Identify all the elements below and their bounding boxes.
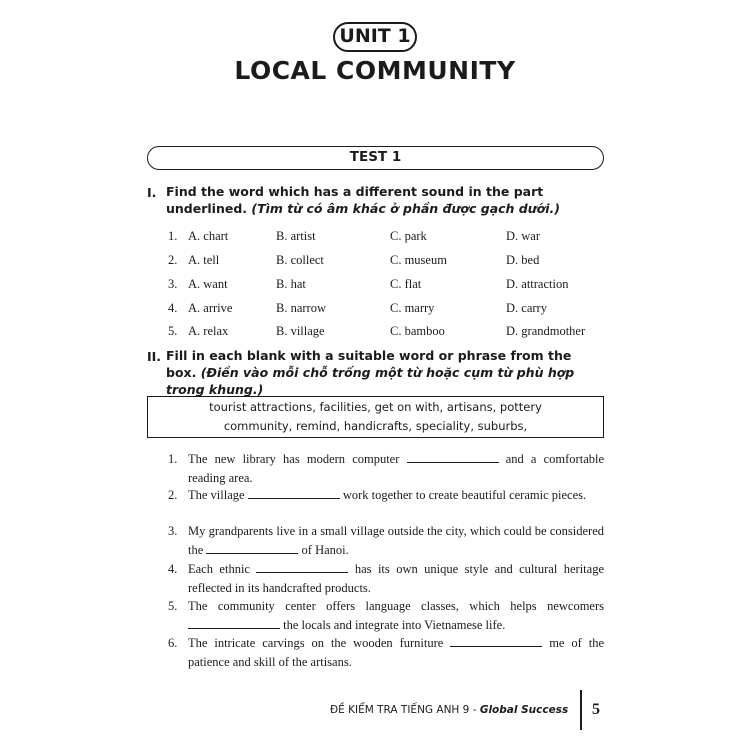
section-1-instruction-en: Find the word which has a different sound in the part underlined. bbox=[166, 184, 544, 216]
question-text: My grandparents live in a small village outside the city, which could be considered the bbox=[188, 524, 604, 557]
question-number: 1. bbox=[168, 452, 178, 466]
option-a: A. chart bbox=[188, 229, 229, 243]
question-text: and a comfortable reading area. bbox=[188, 452, 605, 485]
footer-book-title bbox=[330, 704, 568, 716]
question-item bbox=[168, 450, 604, 487]
section-1-number: I. bbox=[147, 185, 157, 200]
question-text: has its own unique style and cultural heritage reflected in its handcrafted products. bbox=[188, 562, 605, 595]
question-text: of Hanoi. bbox=[301, 542, 349, 557]
answer-blank[interactable] bbox=[248, 487, 340, 499]
answer-blank[interactable] bbox=[407, 451, 499, 463]
answer-blank[interactable] bbox=[256, 561, 348, 573]
item-number: 2. bbox=[168, 253, 178, 267]
item-number: 1. bbox=[168, 229, 178, 243]
section-2-instruction bbox=[166, 347, 606, 398]
section-1-instruction-vi: (Tìm từ có âm khác ở phần được gạch dưới.) bbox=[251, 201, 560, 216]
word-box-line: community, remind, handicrafts, speciality, suburbs, bbox=[223, 419, 528, 433]
option-c: C. museum bbox=[390, 253, 447, 267]
option-a: A. tell bbox=[188, 253, 220, 267]
option-d: D. attraction bbox=[506, 277, 569, 291]
option-c: C. park bbox=[390, 229, 427, 243]
question-text: me of the patience and skill of the artisans. bbox=[188, 636, 604, 669]
question-text: The community center offers language classes, which helps newcomers bbox=[188, 599, 604, 613]
section-2-instruction-vi: (Điền vào mỗi chỗ trống một từ hoặc cụm từ phù hợp trong khung.) bbox=[166, 365, 575, 397]
test-heading: TEST 1 bbox=[147, 146, 604, 170]
footer-divider bbox=[580, 690, 582, 730]
option-b: B. artist bbox=[276, 229, 316, 243]
option-a: A. relax bbox=[188, 324, 229, 338]
answer-blank[interactable] bbox=[206, 542, 298, 554]
option-d: D. grandmother bbox=[506, 324, 586, 338]
item-number: 4. bbox=[168, 301, 178, 315]
question-item bbox=[168, 486, 604, 505]
question-text: The new library has modern computer bbox=[188, 452, 400, 466]
option-d: D. war bbox=[506, 229, 541, 243]
question-number: 5. bbox=[168, 599, 178, 613]
item-number: 3. bbox=[168, 277, 178, 291]
answer-blank[interactable] bbox=[188, 617, 280, 629]
question-item bbox=[168, 522, 604, 559]
option-c: C. marry bbox=[390, 301, 435, 315]
question-item bbox=[168, 634, 604, 671]
page-number: 5 bbox=[592, 701, 600, 718]
footer-title-series: Global Success bbox=[479, 704, 569, 716]
question-text: Each ethnic bbox=[188, 562, 250, 576]
option-b: B. village bbox=[276, 324, 325, 338]
option-a: A. want bbox=[188, 277, 228, 291]
question-number: 4. bbox=[168, 562, 178, 576]
footer-title-text: ĐỀ KIỂM TRA TIẾNG ANH 9 - bbox=[330, 704, 480, 716]
question-number: 3. bbox=[168, 524, 178, 538]
section-2-number: II. bbox=[147, 349, 162, 364]
question-number: 6. bbox=[168, 636, 178, 650]
option-c: C. bamboo bbox=[390, 324, 445, 338]
section-2-instruction-en: Fill in each blank with a suitable word or phrase from the box. bbox=[166, 348, 572, 380]
page-title: LOCAL COMMUNITY bbox=[234, 56, 516, 85]
option-a: A. arrive bbox=[188, 301, 233, 315]
question-item bbox=[168, 597, 604, 634]
word-box bbox=[147, 396, 604, 438]
word-box-line: tourist attractions, facilities, get on with, artisans, pottery bbox=[209, 400, 542, 414]
option-b: B. collect bbox=[276, 253, 324, 267]
unit-badge: UNIT 1 bbox=[333, 22, 417, 52]
question-number: 2. bbox=[168, 488, 178, 502]
question-text: the locals and integrate into Vietnamese life. bbox=[283, 617, 506, 632]
option-b: B. hat bbox=[276, 277, 306, 291]
question-item bbox=[168, 560, 604, 597]
question-text: The village bbox=[188, 488, 245, 502]
question-text: The intricate carvings on the wooden furniture bbox=[188, 636, 444, 650]
option-d: D. bed bbox=[506, 253, 540, 267]
option-c: C. flat bbox=[390, 277, 422, 291]
item-number: 5. bbox=[168, 324, 178, 338]
option-d: D. carry bbox=[506, 301, 547, 315]
answer-blank[interactable] bbox=[450, 635, 542, 647]
question-text: work together to create beautiful ceramic pieces. bbox=[342, 488, 587, 502]
option-b: B. narrow bbox=[276, 301, 326, 315]
section-1-instruction bbox=[166, 183, 606, 217]
